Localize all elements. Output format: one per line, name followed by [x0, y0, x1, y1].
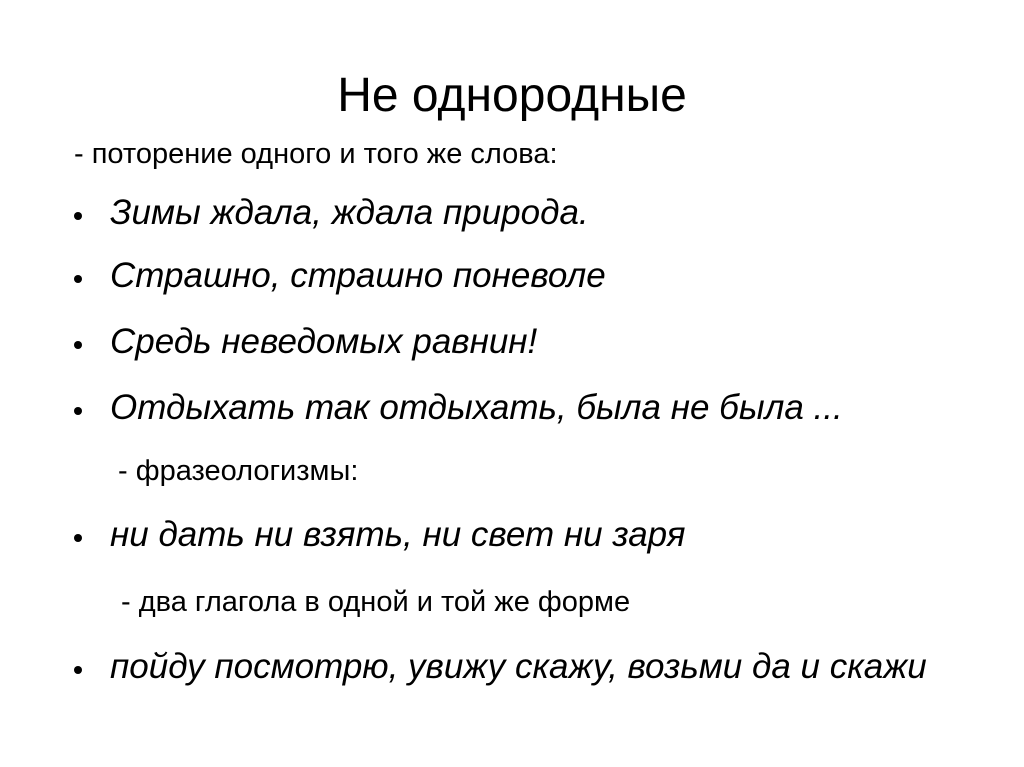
- bullet-item: [74, 642, 1004, 742]
- bullet-text: ни дать ни взять, ни свет ни заря: [110, 515, 686, 554]
- note-repeat: - поторение одного и того же слова:: [74, 138, 558, 170]
- bullet-text: Страшно, страшно поневоле: [110, 256, 606, 295]
- bullet-text: Отдыхать так отдыхать, была не была ...: [110, 388, 843, 427]
- bullet-text: пойду посмотрю, увижу скажу, возьми да и скажи: [110, 647, 927, 686]
- bullet-dot-icon: [74, 212, 82, 220]
- bullet-dot-icon: [74, 407, 82, 415]
- bullet-text: Зимы ждала, ждала природа.: [110, 193, 589, 232]
- bullet-item: [74, 317, 1004, 367]
- bullet-text: Средь неведомых равнин!: [110, 322, 538, 361]
- bullet-dot-icon: [74, 341, 82, 349]
- bullet-dot-icon: [74, 666, 82, 674]
- bullet-item: [74, 188, 1004, 238]
- bullet-dot-icon: [74, 534, 82, 542]
- bullet-item: [74, 251, 1004, 301]
- slide-title: Не однородные: [337, 69, 687, 122]
- bullet-dot-icon: [74, 275, 82, 283]
- bullet-item: [74, 510, 1004, 560]
- bullet-item: [74, 383, 1004, 433]
- note-idioms: - фразеологизмы:: [118, 455, 359, 487]
- note-verbs: - два глагола в одной и той же форме: [121, 586, 631, 618]
